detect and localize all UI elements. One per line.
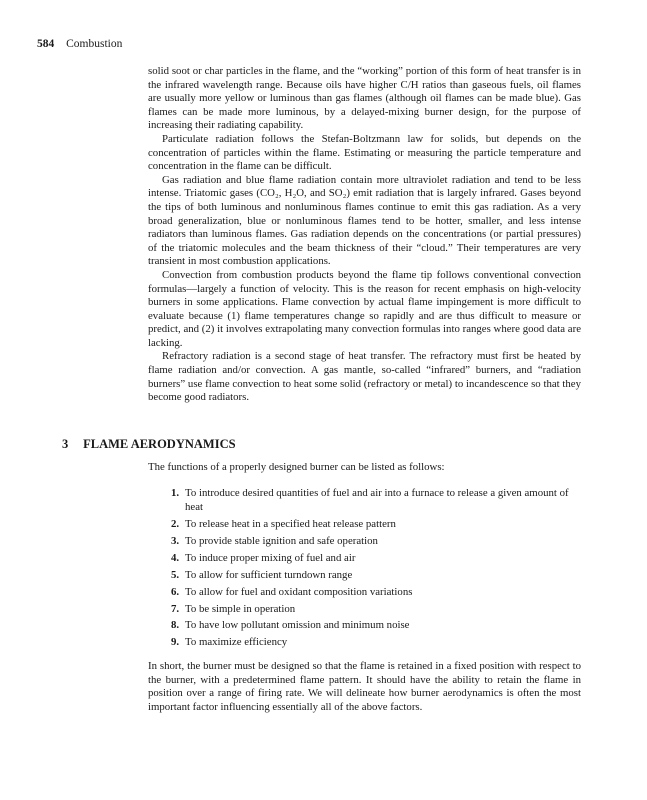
list-item-text: To have low pollutant omission and minimum noise — [185, 619, 410, 632]
paragraph-gas-radiation: Gas radiation and blue flame radiation contain more ultraviolet radiation and tend to be less intense. Triatomic gases (CO₂, H₂O, and SO₂) emit radiation that is largely infrared. Gases beyond the tips of both luminous and nonluminous flames continue to emit this gas radiation. As a very broad generalization, blue or nonluminous flames tend to be hotter, smaller, and less intense radiators than luminous flames. Gas radiation depends on the concentrations (or partial pressures) of the triatomic molecules and the beam thickness of their “cloud.” Their temperatures are very transient in most combustion applications. — [148, 173, 581, 268]
list-item-text: To provide stable ignition and safe operation — [185, 534, 378, 547]
section-heading — [62, 437, 582, 452]
list-item-number: 2. — [171, 517, 180, 530]
running-title: Combustion — [66, 38, 123, 50]
list-item — [171, 552, 581, 566]
section-number: 3 — [62, 437, 69, 451]
page-number: 584 — [37, 38, 55, 50]
list-item-number: 7. — [171, 602, 180, 615]
paragraph-convection: Convection from combustion products beyond the flame tip follows conventional convection formulas—largely a function of velocity. This is the reason for recent emphasis on high-velocity burners in some applications. Flame convection by actual flame impingement is more difficult to evaluate because (1) flame temperatures change so rapidly and are thus difficult to measure or predict, and (2) it involves extrapolating many convection formulas into ranges where good data are lacking. — [148, 268, 581, 349]
closing-paragraph: In short, the burner must be designed so that the flame is retained in a fixed position with respect to the burner, with a predetermined flame pattern. It should have the ability to retain the flame in position over a range of firing rate. We will delineate how burner aerodynamics is often the most important factor influencing essentially all of the above factors. — [148, 660, 581, 713]
paragraph-particulate-radiation: Particulate radiation follows the Stefan-Boltzmann law for solids, but depends on the concentration of particles within the flame. Estimating or measuring the particle temperature and concentration in the flame can be difficult. — [148, 132, 581, 173]
list-item — [171, 569, 581, 583]
burner-functions-list — [171, 487, 581, 653]
list-item-number: 5. — [171, 568, 180, 581]
list-item — [171, 518, 581, 532]
list-item-text: To allow for fuel and oxidant composition variations — [185, 585, 413, 598]
section-title: FLAME AERODYNAMICS — [83, 437, 236, 451]
list-intro: The functions of a properly designed burner can be listed as follows: — [148, 461, 445, 473]
list-item — [171, 636, 581, 650]
list-item-number: 9. — [171, 636, 180, 649]
list-item-number: 3. — [171, 534, 180, 547]
list-item — [171, 487, 581, 514]
paragraph-refractory-radiation: Refractory radiation is a second stage of heat transfer. The refractory must first be heated by flame radiation and/or convection. A gas mantle, so-called “infrared” burners, and “radiation burners” use flame convection to heat some solid (refractory or metal) to incandescence so that they become good radiators. — [148, 350, 581, 404]
list-item-text: To release heat in a specified heat release pattern — [185, 517, 396, 530]
list-item — [171, 603, 581, 617]
list-item-text: To maximize efficiency — [185, 636, 288, 649]
list-item-text: To allow for sufficient turndown range — [185, 568, 353, 581]
running-header — [37, 38, 122, 50]
list-item — [171, 619, 581, 633]
list-item-text: To induce proper mixing of fuel and air — [185, 551, 356, 564]
list-item-number: 8. — [171, 619, 180, 632]
body-text — [148, 65, 581, 405]
list-item — [171, 535, 581, 549]
list-item-number: 6. — [171, 585, 180, 598]
paragraph-soot: solid soot or char particles in the flame, and the “working” portion of this form of heat transfer is in the infrared wavelength range. Because oils have higher C/H ratios than gaseous fuels, oil flames are usually more yellow or luminous than gas flames (although oil flames can be made blue). Gas flames can be made more luminous, by a delayed-mixing burner design, for the purpose of increasing their radiating capability. — [148, 65, 581, 132]
list-item — [171, 586, 581, 600]
list-item-text: To introduce desired quantities of fuel and air into a furnace to release a given amount of heat — [185, 487, 569, 513]
list-item-number: 4. — [171, 551, 180, 564]
list-item-text: To be simple in operation — [185, 602, 296, 615]
list-item-number: 1. — [171, 487, 180, 499]
